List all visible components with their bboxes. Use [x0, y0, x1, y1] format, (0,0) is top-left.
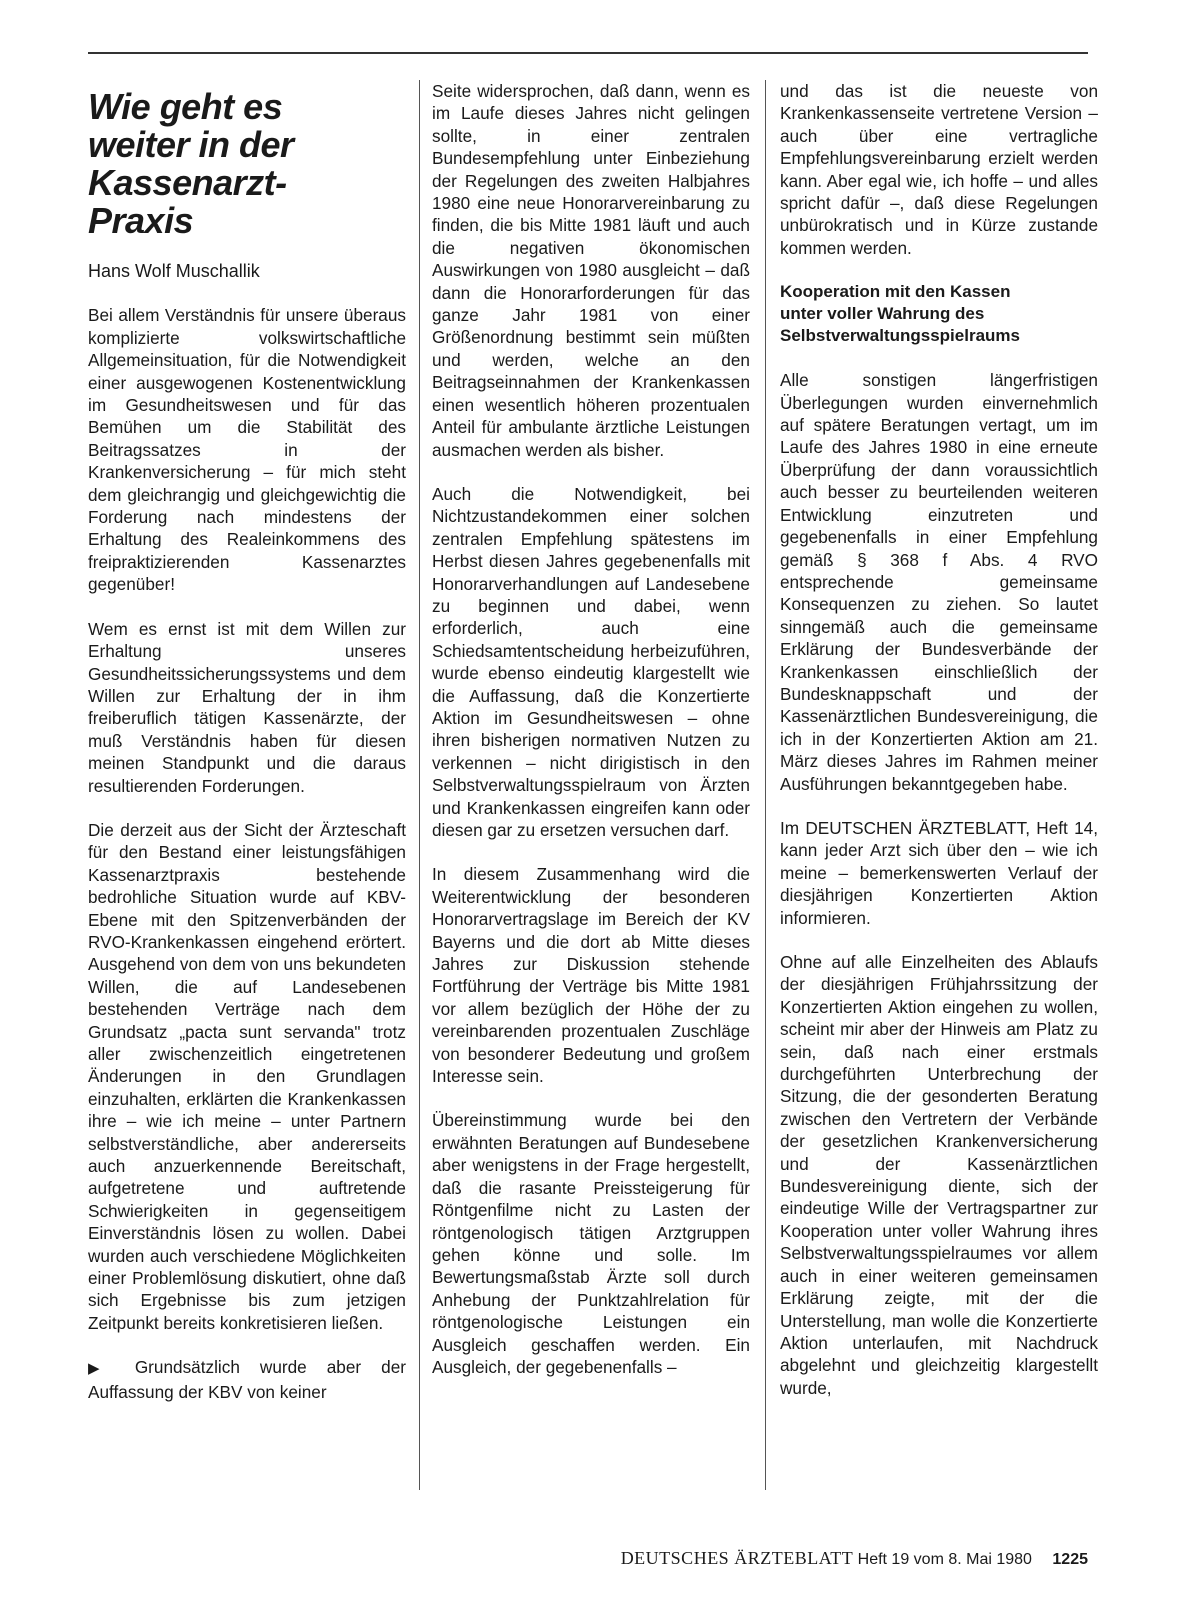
- heading-line: Selbstverwaltungsspielraums: [780, 326, 1020, 346]
- column-divider: [765, 80, 766, 1490]
- journal-name: DEUTSCHES ÄRZTEBLATT: [620, 1548, 854, 1568]
- paragraph: Im DEUTSCHEN ÄRZTEBLATT, Heft 14, kann jeder Arzt sich über den – wie ich meine – bemerkenswerten Verlauf der diesjährigen Konzertierten Aktion informieren.: [780, 817, 1098, 928]
- column-2: [432, 80, 750, 1400]
- heading-line: Kooperation mit den Kassen: [780, 282, 1011, 302]
- issue-info: Heft 19 vom 8. Mai 1980: [857, 1551, 1032, 1568]
- arrow-icon: ▶: [88, 1360, 115, 1378]
- paragraph: Seite widersprochen, daß dann, wenn es im Laufe dieses Jahres nicht gelingen sollte, in einer zentralen Bundesempfehlung unter Einbeziehung der Regelungen des zweiten Halbjahres 1980 eine neue Honorarvereinbarung zu finden, die bis Mitte 1981 läuft und auch die negativen ökonomischen Auswirkungen von 1980 ausgleicht – daß dann die Honorarforderungen für das ganze Jahr 1981 von einer Größenordnung bestimmt sein müßten und werden, welche an den Beitragseinnahmen der Krankenkassen einen wesentlich höheren prozentualen Anteil für ambulante ärztliche Leistungen ausmachen werden als bisher.: [432, 81, 750, 460]
- column-1: [88, 80, 406, 1425]
- paragraph: Wem es ernst ist mit dem Willen zur Erhaltung unseres Gesundheitssicherungssystems und dem Willen zur Erhaltung der in ihm freiberuflich tätigen Kassenärzte, der muß Verständnis haben für diesen meinen Standpunkt und die daraus resultierenden Forderungen.: [88, 618, 406, 796]
- paragraph: Ohne auf alle Einzelheiten des Ablaufs der diesjährigen Frühjahrssitzung der Konzertierten Aktion eingehen zu wollen, scheint mir aber der Hinweis am Platz zu sein, daß nach einer erstmals durchgeführten Unterbrechung der Sitzung, die der gesonderten Beratung zwischen den Vertretern der Verbände der gesetzlichen Krankenversicherung und der Kassenärztlichen Bundesvereinigung diente, sich der eindeutige Wille der Vertragspartner zur Kooperation unter voller Wahrung ihres Selbstverwaltungsspielraumes vor allem auch in einer weiteren gemeinsamen Erklärung zeigte, mit der die Unterstellung, man wolle die Konzertierte Aktion unterlaufen, mit Nachdruck abgelehnt und gleichzeitig klargestellt wurde,: [780, 952, 1098, 1398]
- top-rule: [88, 52, 1088, 54]
- paragraph: [88, 1356, 406, 1403]
- section-heading: [780, 281, 1098, 347]
- page-footer: [621, 1548, 1088, 1569]
- paragraph-text: Grundsätzlich wurde aber der Auffassung der KBV von keiner: [88, 1357, 406, 1402]
- title-line: Kassenarzt-: [88, 162, 287, 203]
- paragraph: Die derzeit aus der Sicht der Ärzteschaft für den Bestand einer leistungsfähigen Kassenarztpraxis bestehende bedrohliche Situation wurde auf KBV-Ebene mit den Spitzenverbänden der RVO-Krankenkassen eingehend erörtert. Ausgehend von dem von uns bekundeten Willen, die auf Landesebenen bestehenden Verträge nach dem Grundsatz „pacta sunt servanda" trotz aller zwischenzeitlich eingetretenen Änderungen in den Grundlagen einzuhalten, erklärten die Krankenkassen ihre – wie ich meine – unter Partnern selbstverständliche, aber andererseits auch anzuerkennende Bereitschaft, aufgetretene und auftretende Schwierigkeiten in gegenseitigem Einverständnis lösen zu wollen. Dabei wurden auch verschiedene Möglichkeiten einer Problemlösung diskutiert, ohne daß sich Ergebnisse bis zum jetzigen Zeitpunkt bereits konkretisieren ließen.: [88, 819, 406, 1333]
- paragraph: Auch die Notwendigkeit, bei Nichtzustandekommen einer solchen zentralen Empfehlung spätestens im Herbst diesen Jahres gegebenenfalls mit Honorarverhandlungen auf Landesebene zu beginnen und dabei, wenn erforderlich, auch eine Schiedsamtentscheidung herbeizuführen, wurde ebenso eindeutig klargestellt wie die Auffassung, daß die Konzertierte Aktion im Gesundheitswesen – ohne ihren bisherigen normativen Nutzen zu verkennen – nicht dirigistisch in den Selbstverwaltungsspielraum von Ärzten und Krankenkassen eingreifen kann oder diesen gar zu ersetzen versuchen darf.: [432, 483, 750, 840]
- title-line: weiter in der: [88, 124, 294, 165]
- title-line: Wie geht es: [88, 86, 283, 127]
- heading-line: unter voller Wahrung des: [780, 304, 985, 324]
- paragraph: Bei allem Verständnis für unsere überaus komplizierte volkswirtschaftliche Allgemeinsituation, für die Notwendigkeit einer ausgewogenen Kostenentwicklung im Gesundheitswesen und für das Bemühen um die Stabilität des Beitragssatzes in der Krankenversicherung – für mich steht dem gleichrangig und gleichgewichtig die Forderung nach mindestens der Erhaltung des Realeinkommens des freipraktizierenden Kassenarztes gegenüber!: [88, 305, 406, 595]
- page-number: 1225: [1052, 1551, 1088, 1568]
- author-name: Hans Wolf Muschallik: [88, 261, 260, 281]
- column-3: [780, 80, 1098, 1421]
- paragraph: Übereinstimmung wurde bei den erwähnten Beratungen auf Bundesebene aber wenigstens in der Frage hergestellt, daß die rasante Preissteigerung für Röntgenfilme nicht zu Lasten der röntgenologisch tätigen Arztgruppen gehen könne und solle. Im Bewertungsmaßstab Ärzte soll durch Anhebung der Punktzahlrelation für röntgenologische Leistungen ein Ausgleich geschaffen werden. Ein Ausgleich, der gegebenenfalls –: [432, 1110, 750, 1377]
- article-title: [88, 88, 406, 240]
- paragraph: und das ist die neueste von Krankenkassenseite vertretene Version – auch über eine vertragliche Empfehlungsvereinbarung erzielt werden kann. Aber egal wie, ich hoffe – und alles spricht dafür –, daß diese Regelungen unbürokratisch und in Kürze zustande kommen werden.: [780, 81, 1098, 258]
- paragraph: In diesem Zusammenhang wird die Weiterentwicklung der besonderen Honorarvertragslage im Bereich der KV Bayerns und die dort ab Mitte dieses Jahres zur Diskussion stehende Fortführung der Verträge bis Mitte 1981 vor allem bezüglich der Höhe der zu vereinbarenden prozentualen Zuschläge von besonderer Bedeutung und großem Interesse sein.: [432, 864, 750, 1087]
- column-divider: [419, 80, 420, 1490]
- paragraph: Alle sonstigen längerfristigen Überlegungen wurden einvernehmlich auf spätere Beratungen vertagt, um im Laufe des Jahres 1980 in eine erneute Überprüfung der dann voraussichtlich auch besser zu beurteilenden weiteren Entwicklung einzutreten und gegebenenfalls in einer Empfehlung gemäß § 368 f Abs. 4 RVO entsprechende gemeinsame Konsequenzen zu ziehen. So lautet sinngemäß auch die gemeinsame Erklärung der Bundesverbände der Krankenkassen einschließlich der Bundesknappschaft und der Kassenärztlichen Bundesvereinigung, die ich in der Konzertierten Aktion am 21. März dieses Jahres im Rahmen meiner Ausführungen bekanntgegeben habe.: [780, 370, 1098, 794]
- title-line: Praxis: [88, 200, 194, 241]
